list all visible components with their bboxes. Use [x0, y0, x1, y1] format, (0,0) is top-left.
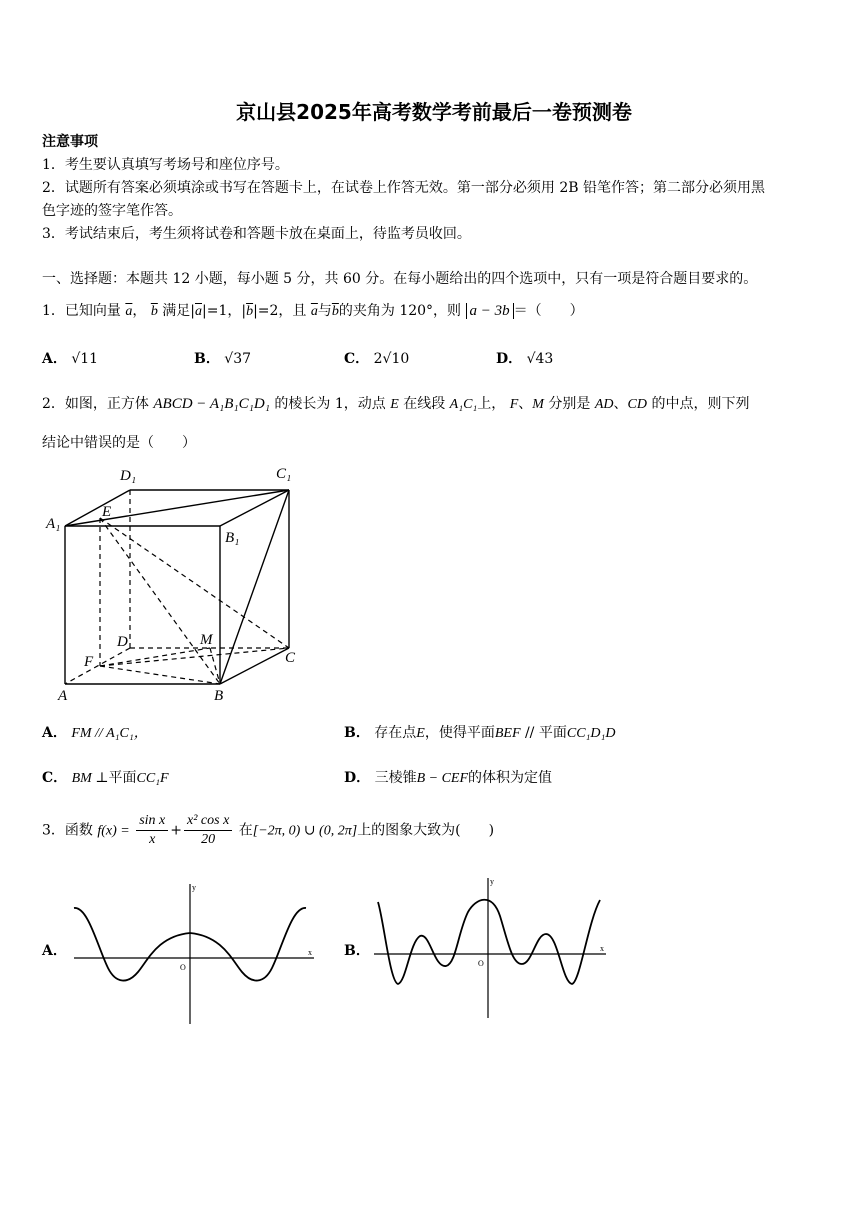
vector-b: $\overline{b}$ [246, 304, 254, 319]
question-number: 1． [42, 303, 65, 319]
option-text: ，使得平面 [424, 725, 495, 741]
option-value: √37 [224, 351, 252, 367]
q1-text: 已知向量 [64, 303, 121, 319]
label-a1: A₁ [46, 516, 61, 532]
q1-text: |=2，且 [253, 303, 307, 319]
y-axis-label: y [490, 877, 494, 886]
option-c[interactable] [344, 348, 409, 368]
origin-label: O [180, 963, 186, 972]
label-c1: C₁ [276, 466, 292, 482]
option-d[interactable] [496, 348, 553, 368]
q3-text: 在 [238, 822, 253, 839]
option-value: 2√10 [373, 351, 410, 367]
option-text: CC₁F [136, 771, 169, 786]
x-axis-label: x [600, 944, 604, 953]
fraction-numerator: x² cos x [184, 812, 232, 831]
question-2-line2: 结论中错误的是（ ） [42, 435, 196, 451]
q2-text: 上， [477, 396, 506, 412]
label-b1: B₁ [225, 530, 240, 546]
label-d: D [117, 634, 128, 650]
option-c[interactable] [42, 767, 169, 787]
section-heading: 一、选择题：本题共 12 小题，每小题 5 分，共 60 分。在每小题给出的四个选项中，只有一项是符合题目要求的。 [42, 271, 758, 287]
fraction-denominator: 20 [201, 832, 216, 847]
notice-item: 2．试题所有答案必须填涂或书写在答题卡上，在试卷上作答无效。第一部分必须用 2B 铅笔作答；第二部分必须用黑 [42, 180, 765, 196]
option-text: 三棱锥 [374, 770, 417, 786]
magnitude-expression: a − 3b [466, 303, 514, 319]
option-b[interactable] [194, 348, 251, 368]
option-label: D． [496, 351, 523, 367]
label-a: A [58, 688, 68, 704]
question-1 [42, 300, 584, 320]
point-e: E [390, 397, 399, 412]
y-axis-label: y [192, 883, 196, 892]
q1-text: ， [132, 303, 147, 319]
q2-text: 如图，正方体 [64, 396, 149, 412]
q2-text: 的棱长为 1，动点 [274, 396, 386, 412]
option-label: A． [42, 725, 67, 741]
q1-text: 满足| [162, 303, 195, 319]
q2-text: 、 [613, 396, 628, 412]
origin-label: O [478, 959, 484, 968]
option-a[interactable] [42, 722, 148, 742]
interval: [−2π, 0) ∪ (0, 2π] [252, 823, 358, 839]
option-text: 存在点 [374, 725, 417, 741]
fraction-1 [136, 812, 168, 849]
q2-text: 的中点，则下列 [651, 396, 750, 412]
x-axis-label: x [308, 948, 312, 957]
q2-text: 分别是 [548, 396, 591, 412]
q1-text: 与 [317, 303, 332, 319]
option-text: 的体积为定值 [468, 770, 553, 786]
label-d1: D₁ [120, 468, 137, 484]
point-m: M [532, 397, 544, 412]
option-label: B． [344, 725, 370, 741]
segment-ad: AD [594, 397, 614, 412]
vector-a: $\overline{a}$ [310, 304, 318, 319]
question-number: 2． [42, 396, 65, 412]
option-label: B． [194, 351, 220, 367]
vector-a: $\overline{a}$ [125, 304, 133, 319]
cube-figure [40, 458, 320, 708]
segment-cd: CD [627, 397, 647, 412]
option-b[interactable] [344, 722, 616, 742]
point-f: F [509, 397, 519, 412]
fraction-denominator: x [149, 832, 156, 847]
option-label: A． [42, 351, 67, 367]
option-label: D． [344, 770, 371, 786]
question-number: 3． [42, 822, 65, 839]
label-c: C [285, 650, 296, 666]
notice-item: 色字迹的签字笔作答。 [42, 203, 182, 219]
segment-a1c1: A₁C₁ [449, 397, 478, 412]
q1-text: 的夹角为 120°，则 [338, 303, 462, 319]
option-text: BM ⊥ [71, 771, 109, 786]
option-value: √43 [526, 351, 554, 367]
q2-text: 、 [518, 396, 533, 412]
fraction-2 [184, 812, 232, 849]
vector-a: $\overline{a}$ [195, 304, 202, 319]
option-text: B − CEF [416, 771, 469, 786]
graph-option-b-label[interactable]: B． [344, 943, 370, 959]
graph-option-b[interactable] [368, 872, 612, 1022]
option-a[interactable] [42, 348, 98, 368]
q3-text: 上的图象大致为( ) [357, 822, 495, 839]
option-value: FM // A₁C₁， [71, 726, 148, 741]
question-2 [42, 393, 749, 413]
vector-b: $\overline{b}$ [331, 304, 339, 319]
graph-option-a[interactable] [68, 878, 320, 1028]
option-label: C． [344, 351, 370, 367]
notice-item: 1．考生要认真填写考场号和座位序号。 [42, 157, 289, 173]
q3-text: 函数 [64, 822, 93, 839]
fraction-numerator: sin x [136, 812, 168, 831]
option-label: C． [42, 770, 68, 786]
option-text: // 平面 [520, 725, 567, 741]
label-b: B [214, 688, 224, 704]
label-f: F [84, 654, 94, 670]
option-text: E [416, 726, 425, 741]
q1-text: ＝（ ） [513, 303, 584, 319]
question-3 [42, 812, 494, 849]
option-text: CC₁D₁D [566, 726, 616, 741]
q1-text: |=1，| [202, 303, 247, 319]
label-m: M [200, 632, 213, 648]
function-name: f(x) = [97, 823, 130, 839]
vector-b: $\overline{b}$ [150, 304, 158, 319]
q2-text: 在线段 [403, 396, 446, 412]
cube-name: ABCD − A₁B₁C₁D₁ [153, 396, 270, 412]
plus-sign: + [170, 822, 182, 839]
notice-item: 3．考试结束后，考生须将试卷和答题卡放在桌面上，待监考员收回。 [42, 226, 471, 242]
option-text: 平面 [108, 770, 137, 786]
option-text: BEF [494, 726, 521, 741]
graph-option-a-label[interactable]: A． [42, 943, 67, 959]
option-d[interactable] [344, 767, 552, 787]
option-value: √11 [71, 351, 99, 367]
notice-heading: 注意事项 [42, 134, 98, 150]
page-title: 京山县2025年高考数学考前最后一卷预测卷 [236, 100, 632, 124]
label-e: E [102, 504, 112, 520]
